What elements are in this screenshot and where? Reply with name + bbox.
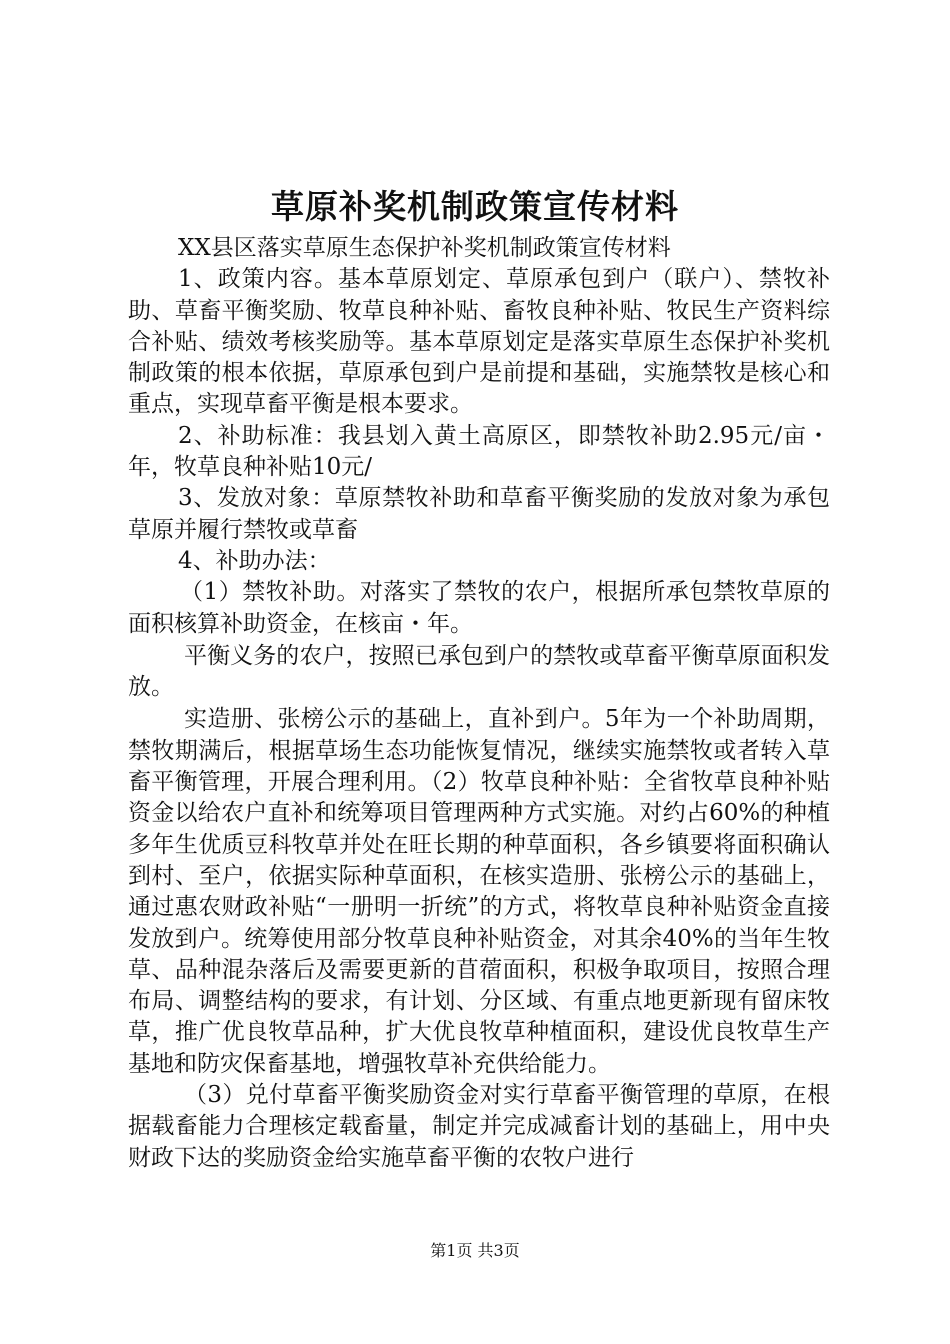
method-heading-paragraph: 4、补助办法： [178,547,331,574]
subsidy-standard-paragraph: 2、补助标准：我县划入黄土高原区，即禁牧补助2.95元/亩・年，牧草良种补贴10元/ [128,422,830,481]
page-number: 第1页 共3页 [430,1241,520,1260]
balance-reward-paragraph: （3）兑付草畜平衡奖励资金对实行草畜平衡管理的草原，在根据载畜能力合理核定载畜量，制定并完成减畜计划的基础上，用中央财政下达的奖励资金给实施草畜平衡的农牧户进行 [128,1082,830,1171]
document-title: 草原补奖机制政策宣传材料 [271,187,679,226]
balance-obligation-paragraph: 平衡义务的农户，按照已承包到户的禁牧或草畜平衡草原面积发放。 [128,642,830,701]
target-paragraph: 3、发放对象：草原禁牧补助和草畜平衡奖励的发放对象为承包草原并履行禁牧或草畜 [128,485,830,543]
document-body [128,233,830,1174]
direct-subsidy-paragraph: 实造册、张榜公示的基础上，直补到户。5年为一个补助周期，禁牧期满后，根据草场生态功能恢复情况，继续实施禁牧或者转入草畜平衡管理，开展合理利用。（2）牧草良种补贴：全省牧草良种补贴资金以给农户直补和统筹项目管理两种方式实施。对约占60%的种植多年生优质豆科牧草并处在旺长期的种草面积，各乡镇要将面积确认到村、至户，依据实际种草面积，在核实造册、张榜公示的基础上，通过惠农财政补贴“一册明一折统”的方式，将牧草良种补贴资金直接发放到户。统筹使用部分牧草良种补贴资金，对其余40%的当年生牧草、品种混杂落后及需要更新的苜蓿面积，积极争取项目，按照合理布局、调整结构的要求，有计划、分区域、有重点地更新现有留床牧草，推广优良牧草品种，扩大优良牧草种植面积，建设优良牧草生产基地和防灾保畜基地，增强牧草补充供给能力。 [128,706,830,1077]
policy-content-paragraph: 1、政策内容。基本草原划定、草原承包到户（联户）、禁牧补助、草畜平衡奖励、牧草良种补贴、畜牧良种补贴、牧民生产资料综合补贴、绩效考核奖励等。基本草原划定是落实草原生态保护补奖机制政策的根本依据，草原承包到户是前提和基础，实施禁牧是核心和重点，实现草畜平衡是根本要求。 [128,266,830,418]
subtitle-paragraph: XX县区落实草原生态保护补奖机制政策宣传材料 [178,235,671,261]
grazing-ban-paragraph: （1）禁牧补助。对落实了禁牧的农户，根据所承包禁牧草原的面积核算补助资金，在核亩・年。 [128,579,830,637]
